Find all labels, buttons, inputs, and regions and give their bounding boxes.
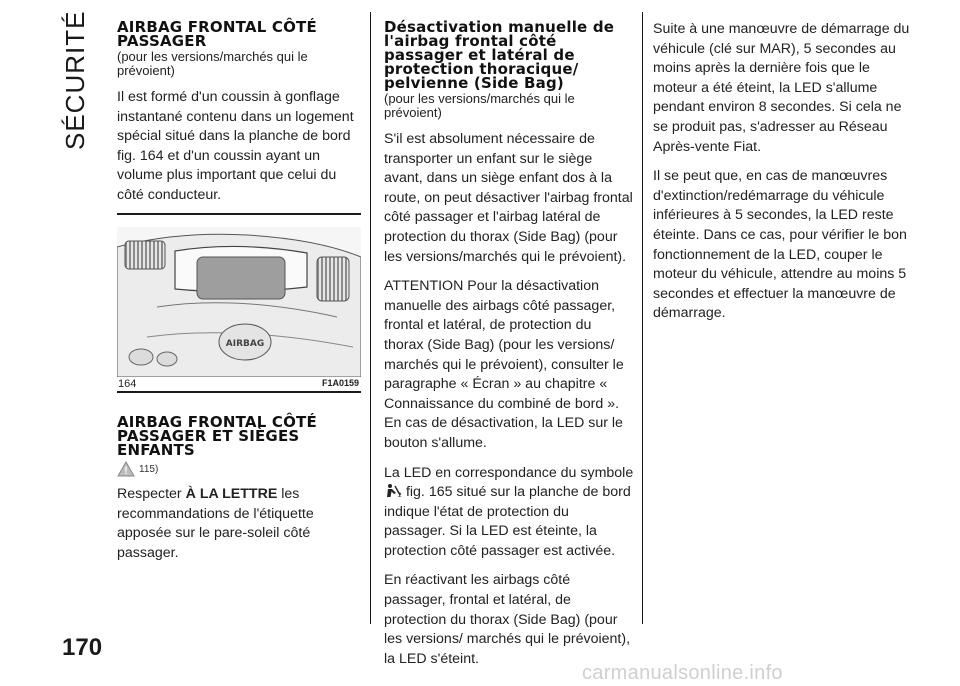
paragraph: Il se peut que, en cas de manœuvres d'extinction/redémarrage du véhicule inférieures à 5 secondes, la LED reste éteinte. Dans ce cas, pour vérifier le bon fonctionnement de la LED, couper le moteur du véhicule, attendre au moins 5 secondes et effectuer la manœuvre de démarrage.: [653, 168, 907, 322]
paragraph: S'il est absolument nécessaire de transporter un enfant sur le siège avant, dans un siège enfant dos à la route, on peut désactiver l'airbag frontal côté passager et l'airbag latéral de protection du thorax (Side Bag) (pour les versions/marchés qui le prévoient).: [384, 131, 633, 265]
column-1: [117, 20, 357, 216]
section-title: [56, 10, 90, 152]
heading-desactivation: Désactivation manuelle de l'airbag frontal côté passager et latéral de protection thoracique/ pelvienne (Side Bag): [384, 18, 615, 92]
figure-code: F1A0159: [321, 378, 359, 388]
paragraph: Il est formé d'un coussin à gonflage instantané contenu dans un logement spécial situé dans la planche de bord fig. 164 et d'un coussin ayant un volume plus important que celui du côté conducteur.: [117, 89, 354, 203]
text: Respecter: [117, 486, 182, 502]
column-1-bottom: [117, 415, 362, 573]
dashboard-airbag-illustration: [117, 227, 361, 377]
column-divider: [370, 12, 371, 624]
column-3: [653, 20, 913, 334]
text: fig. 165 situé sur la planche de bord indique l'état de protection du passager. Si la LED est éteinte, la protection côté passager est activée.: [384, 484, 631, 559]
warning-ref-number: 115): [139, 463, 159, 475]
paragraph: ATTENTION Pour la désactivation manuelle des airbags côté passager, frontal et latéral, de protection du thorax (Side Bag) (pour les versions/ marchés qui le prévoient), consulter le paragraphe « Écran » au chapitre « Connaissance du combiné de bord ». En cas de désactivation, la LED sur le bouton s'allume.: [384, 278, 624, 451]
subheading: (pour les versions/marchés qui le prévoient): [384, 91, 575, 120]
airbag-off-symbol-icon: [384, 483, 402, 498]
heading-sieges-enfants: AIRBAG FRONTAL CÔTÉ PASSAGER ET SIÈGES ENFANTS: [117, 413, 317, 459]
paragraph: [384, 464, 634, 562]
figure-number: 164: [118, 378, 137, 390]
divider: [117, 213, 361, 215]
svg-text:2: 2: [398, 492, 402, 499]
paragraph: [117, 485, 362, 563]
airbag-label: AIRBAG: [225, 339, 265, 349]
paragraph: En réactivant les airbags côté passager, frontal et latéral, de protection du thorax (Side Bag) (pour les versions/ marchés qui le prévoient), la LED s'éteint.: [384, 572, 631, 667]
page-number: 170: [62, 634, 103, 661]
warning-triangle-icon: [117, 461, 135, 477]
paragraph: Suite à une manœuvre de démarrage du véhicule (clé sur MAR), 5 secondes au moins après la dernière fois que le moteur a été éteint, la LED s'allume pendant environ 8 secondes. Si cela ne se produit pas, s'adresser au Réseau Après-vente Fiat.: [653, 21, 910, 155]
heading-airbag-passager: AIRBAG FRONTAL CÔTÉ PASSAGER: [117, 18, 317, 50]
right-vent-icon: [317, 257, 349, 301]
left-vent-icon: [125, 241, 165, 269]
subheading: (pour les versions/marchés qui le prévoient): [117, 49, 308, 78]
figure-164: [117, 213, 361, 393]
column-divider: [642, 12, 643, 624]
divider: [117, 391, 361, 393]
text: La LED en correspondance du symbole: [384, 464, 634, 481]
text: les recommandations de l'étiquette apposée sur le pare-soleil côté passager.: [117, 486, 314, 561]
watermark: carmanualsonline.info: [582, 662, 783, 684]
column-2: [384, 20, 634, 679]
airbag-zone: [197, 257, 285, 299]
warning-ref: [117, 461, 362, 477]
section-title-text: SÉCURITÉ: [60, 10, 90, 150]
bold-text: À LA LETTRE: [185, 486, 278, 502]
